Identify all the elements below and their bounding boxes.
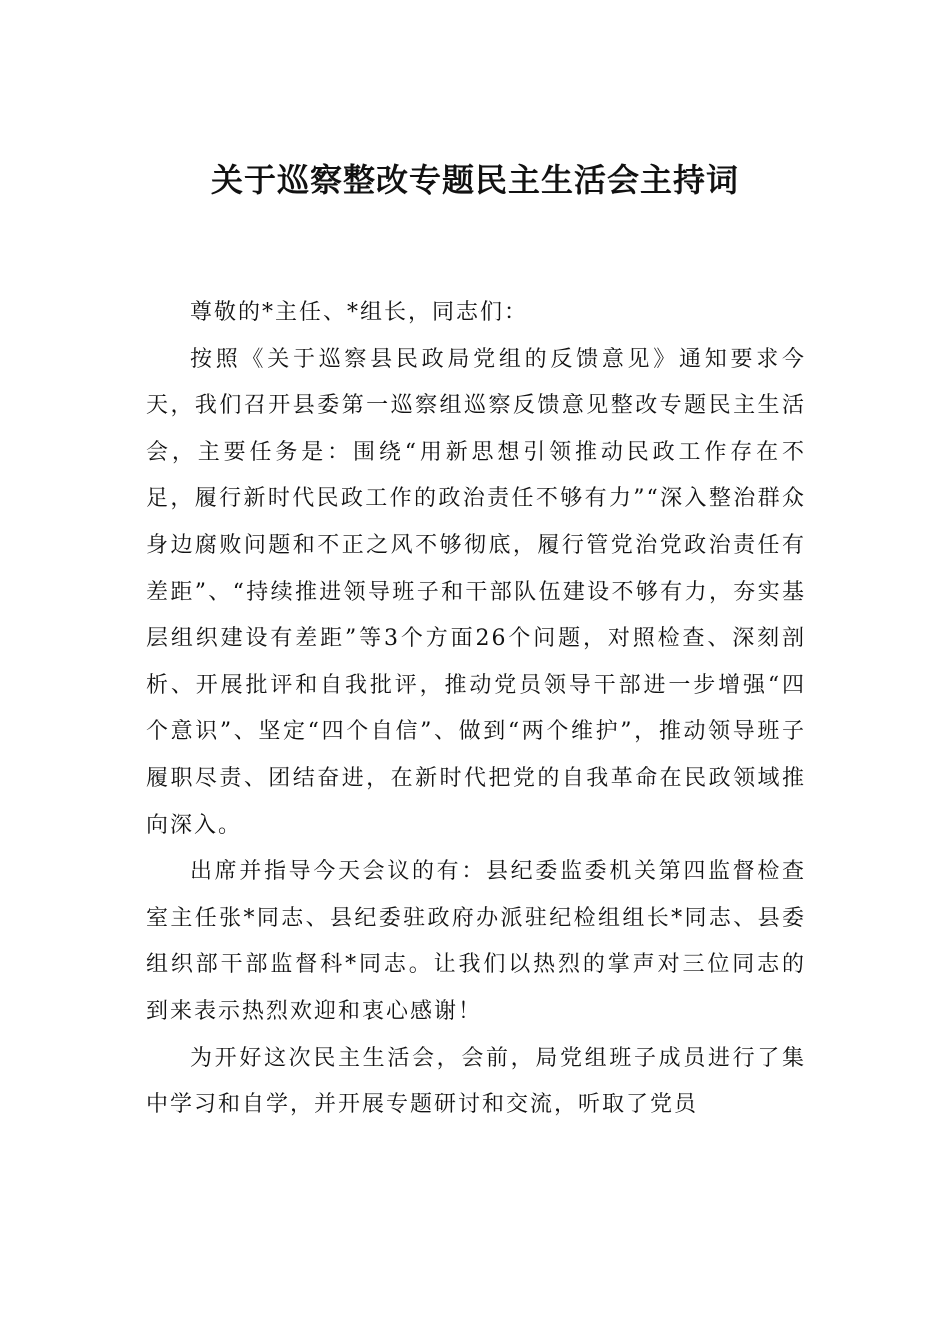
paragraph-attendees: 出席并指导今天会议的有：县纪委监委机关第四监督检查室主任张*同志、县纪委驻政府办派驻纪检组组长*同志、县委组织部干部监督科*同志。让我们以热烈的掌声对三位同志的到来表示热烈欢迎和衷心感谢！ <box>146 859 806 1024</box>
document-title: 关于巡察整改专题民主生活会主持词 <box>210 161 739 199</box>
paragraph-preparation: 为开好这次民主生活会，会前，局党组班子成员进行了集中学习和自学，并开展专题研讨和交流，听取了党员 <box>146 1045 806 1118</box>
document-body <box>146 290 806 1129</box>
paragraph-greeting: 尊敬的*主任、*组长，同志们： <box>190 300 529 325</box>
paragraph-purpose: 按照《关于巡察县民政局党组的反馈意见》通知要求今天，我们召开县委第一巡察组巡察反馈意见整改专题民主生活会，主要任务是：围绕“用新思想引领推动民政工作存在不足，履行新时代民政工作的政治责任不够有力”“深入整治群众身边腐败问题和不正之风不够彻底，履行管党治党政治责任有差距”、“持续推进领导班子和干部队伍建设不够有力，夯实基层组织建设有差距”等3个方面26个问题，对照检查、深刻剖析、开展批评和自我批评，推动党员领导干部进一步增强“四个意识”、坚定“四个自信”、做到“两个维护”，推动领导班子履职尽责、团结奋进，在新时代把党的自我革命在民政领域推向深入。 <box>146 346 806 838</box>
